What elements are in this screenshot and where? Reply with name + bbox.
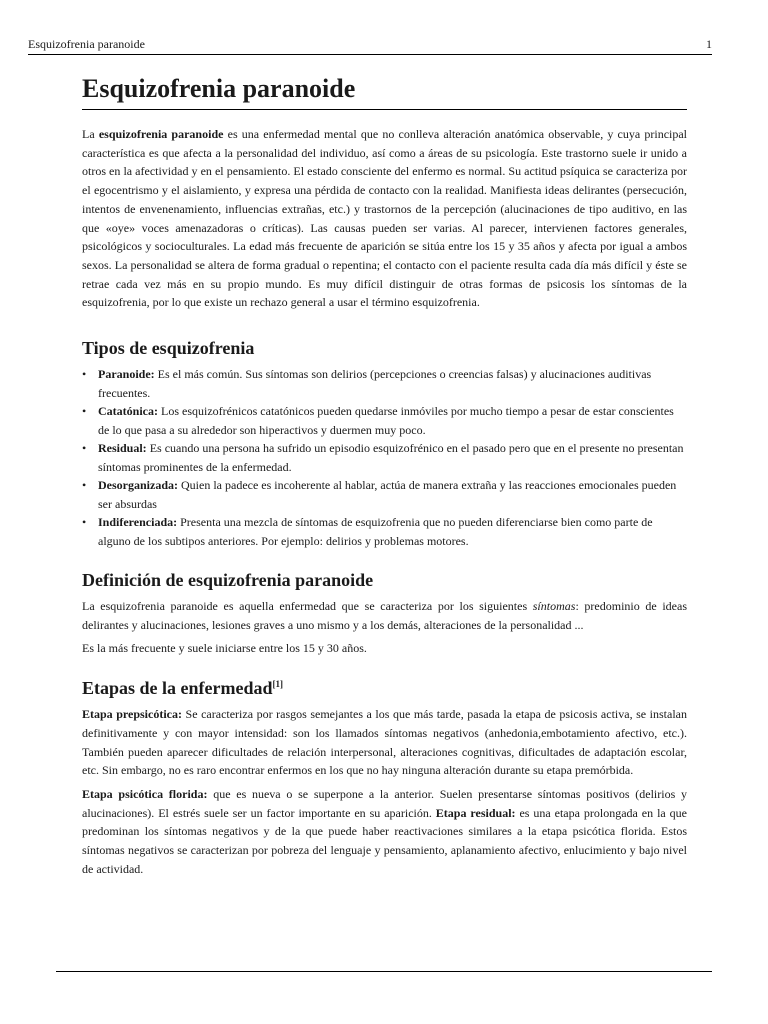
list-item: • Indiferenciada: Presenta una mezcla de síntomas de esquizofrenia que no pueden diferenciarse bien como parte de alguno de los subtipos anteriores. Por ejemplo: delirios y problemas motores.	[82, 515, 653, 548]
running-header	[28, 36, 712, 55]
list-item: • Desorganizada: Quien la padece es incoherente al hablar, actúa de manera extraña y las reacciones emocionales pueden ser absurdas	[82, 478, 677, 511]
page-number: 1	[706, 37, 712, 51]
section-heading-etapas: Etapas de la enfermedad[1]	[82, 678, 283, 699]
definicion-paragraph: La esquizofrenia paranoide es aquella enfermedad que se caracteriza por los siguientes síntomas: predominio de ideas delirantes y alucinaciones, lesiones graves a uno mismo y a los demás, alteraciones de la personalidad ...	[82, 599, 688, 632]
section-heading-tipos: Tipos de esquizofrenia	[82, 338, 255, 359]
running-title: Esquizofrenia paranoide	[28, 37, 145, 51]
section-heading-definicion: Definición de esquizofrenia paranoide	[82, 570, 374, 591]
definicion-paragraph-2: Es la más frecuente y suele iniciarse entre los 15 y 30 años.	[82, 641, 367, 656]
article-title: Esquizofrenia paranoide	[82, 72, 687, 110]
bullet-icon: •	[82, 515, 87, 530]
intro-paragraph: La esquizofrenia paranoide es una enfermedad mental que no conlleva alteración anatómica observable, y cuya principal característica es que afecta a la personalidad del individuo, así como a áreas de su psicología. Este trastorno suele ir unido a otros en la afectividad y en el pensamiento. El estado consciente del enfermo es normal. Su actitud psíquica se caracteriza por el egocentrismo y el aislamiento, y expresa una pérdida de contacto con la realidad. Manifiesta ideas delirantes (persecución, intentos de envenenamiento, influencias extrañas, etc.) y trastornos de la percepción (alucinaciones de tipo auditivo, en las que «oye» voces amenazadoras o críticas). Las causas pueden ser varias. Al parecer, intervienen factores generales, psicológicos y socioculturales. La edad más frecuente de aparición se sitúa entre los 15 y 35 años y afecta por igual a ambos sexos. La personalidad se altera de forma gradual o repentina; el contacto con el paciente resulta cada día más difícil y éste se retrae cada vez más en su propio mundo. Es muy difícil distinguir de otras formas de psicosis los síntomas de la esquizofrenia, por lo que existe un rechazo general a usar el término esquizofrenia.	[82, 127, 688, 310]
footer-divider	[56, 971, 712, 972]
bullet-icon: •	[82, 367, 87, 382]
list-item: • Residual: Es cuando una persona ha sufrido un episodio esquizofrénico en el pasado pero que en el presente no presentan síntomas prominentes de la enfermedad.	[82, 441, 684, 474]
bullet-icon: •	[82, 404, 87, 419]
bullet-icon: •	[82, 441, 87, 456]
intro-term: esquizofrenia paranoide	[98, 127, 224, 141]
etapa-prepsicotica-paragraph: Etapa prepsicótica: Se caracteriza por rasgos semejantes a los que más tarde, pasada la etapa de psicosis activa, se instalan definitivamente y con mayor intensidad: son los llamados síntomas negativos (anhedonia,embotamiento afectivo, etc.). También pueden aparecer dificultades de relación interpersonal, alteraciones cognitivas, dificultades de adaptación escolar, etc. Sin embargo, no es raro encontrar enfermos en los que no hay ninguna alteración durante su etapa premórbida.	[82, 707, 687, 778]
list-item: • Paranoide: Es el más común. Sus síntomas son delirios (percepciones o creencias falsas) y alucinaciones auditivas frecuentes.	[82, 367, 652, 400]
etapa-psicotica-paragraph: Etapa psicótica florida: que es nueva o se superpone a la anterior. Suelen presentarse síntomas positivos (delirios y alucinaciones). El estrés suele ser un factor importante en su aparición. Etapa residual: es una etapa prolongada en la que predominan los síntomas negativos y de la que puede haber reactivaciones similares a la etapa psicótica florida. Estos síntomas negativos se caracterizan por pobreza del lenguaje y pensamiento, aplanamiento afectivo, enlucimiento y bajo nivel de actividad.	[82, 786, 687, 876]
list-item: • Catatónica: Los esquizofrénicos catatónicos pueden quedarse inmóviles por mucho tiempo a pesar de estar conscientes de lo que pasa a su alrededor son hiperactivos y duermen muy poco.	[82, 404, 674, 437]
article-body	[82, 72, 687, 878]
tipos-list	[82, 365, 687, 550]
reference-link[interactable]: [1]	[272, 679, 283, 690]
bullet-icon: •	[82, 478, 87, 493]
